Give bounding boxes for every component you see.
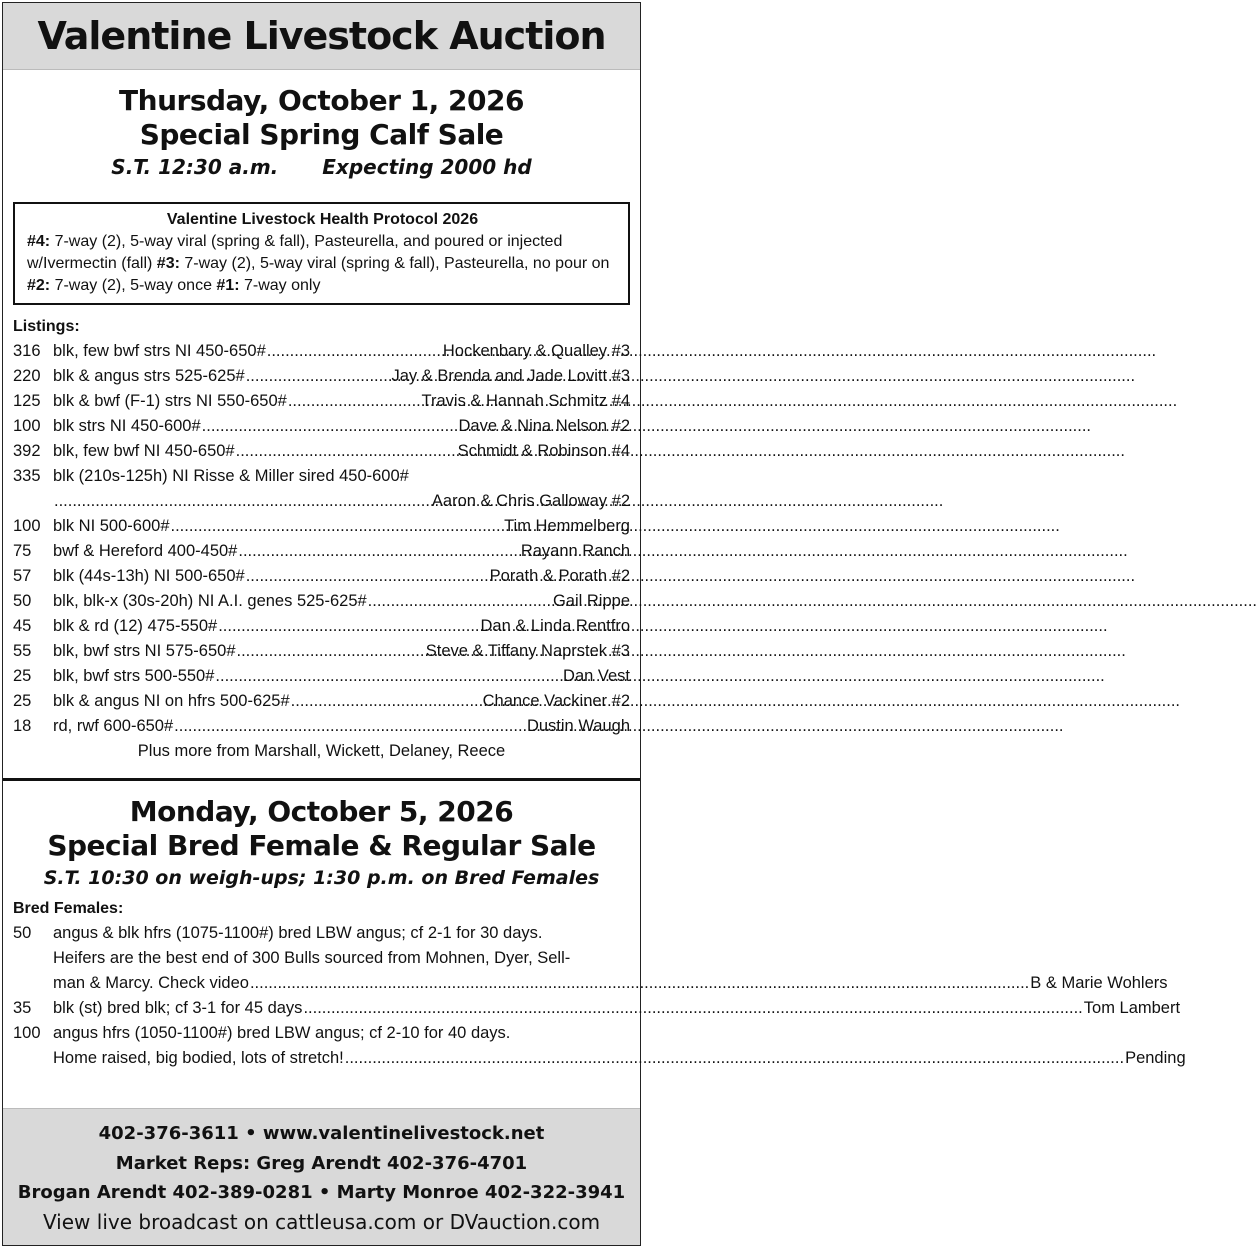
bred-qty: 100	[13, 1024, 41, 1042]
listing-qty: 392	[13, 442, 41, 460]
listing-seller: Gail Rippe	[552, 592, 630, 610]
sale1-start-time: S.T. 12:30 a.m.	[111, 155, 279, 179]
bred-last-line	[53, 971, 1168, 996]
bred-label: Bred Females:	[13, 900, 124, 917]
listing-qty: 45	[13, 617, 32, 635]
listing-desc: blk, bwf strs 500-550#	[53, 667, 215, 685]
leader-dots	[345, 1046, 1124, 1071]
sale2-start-time: S.T. 10:30 on weigh-ups; 1:30 p.m. on Bred Females	[43, 867, 600, 889]
listing-row	[13, 514, 630, 539]
protocol-text-2: 7-way (2), 5-way once	[50, 277, 217, 294]
protocol-tag-1: #1:	[216, 277, 240, 294]
listing-row	[13, 439, 630, 464]
bred-row	[13, 1021, 1186, 1071]
listing-qty: 50	[13, 592, 32, 610]
listing-desc: blk & bwf (F-1) strs NI 550-650#	[53, 392, 287, 410]
bred-last-line	[53, 1046, 1186, 1071]
listing-desc: blk strs NI 450-600#	[53, 417, 201, 435]
auction-title: Valentine Livestock Auction	[3, 3, 640, 70]
listing-qty: 316	[13, 342, 41, 360]
leader-dots	[238, 539, 519, 564]
listing-qty: 125	[13, 392, 41, 410]
listing-desc: blk, bwf strs NI 575-650#	[53, 642, 236, 660]
listing-qty: 55	[13, 642, 32, 660]
listing-seller: Porath & Porath #2	[489, 567, 630, 585]
listing-row	[13, 614, 630, 639]
listing-seller: Travis & Hannah Schmitz #4	[421, 392, 630, 410]
listing-desc: blk NI 500-600#	[53, 517, 170, 535]
leader-dots	[267, 339, 442, 364]
leader-dots	[291, 689, 482, 714]
listing-row	[13, 689, 630, 714]
sale1-name: Special Spring Calf Sale	[139, 118, 504, 151]
protocol-text-4: 7-way (2), 5-way viral (spring & fall), Pasteurella, and poured or injected w/Ivermectin (fall)	[27, 233, 563, 272]
listing-row	[13, 639, 630, 664]
listing-seller: Hockenbary & Qualley #3	[442, 342, 630, 360]
bred-last-text: blk (st) bred blk; cf 3-1 for 45 days	[53, 999, 303, 1017]
bred-last-text: Home raised, big bodied, lots of stretch!	[53, 1049, 344, 1067]
listing-row	[13, 539, 630, 564]
leader-dots	[171, 514, 504, 539]
listing-desc: blk, few bwf strs NI 450-650#	[53, 342, 266, 360]
health-protocol-box	[13, 202, 630, 305]
listing-row	[13, 464, 630, 489]
protocol-text-3: 7-way (2), 5-way viral (spring & fall), Pasteurella, no pour on	[179, 255, 610, 272]
sale1-date: Thursday, October 1, 2026	[119, 84, 524, 117]
bred-seller: Tom Lambert	[1083, 999, 1181, 1017]
bred-text	[53, 996, 1180, 1021]
listing-desc: blk (210s-125h) NI Risse & Miller sired 450-600#	[53, 467, 409, 485]
listings-section	[3, 315, 640, 764]
listing-seller: Tim Hemmelberg	[504, 517, 630, 535]
bred-row	[13, 921, 1168, 996]
leader-dots	[237, 639, 425, 664]
bred-text	[53, 921, 1168, 996]
protocol-tag-3: #3:	[156, 255, 180, 272]
footer-reps-2: Brogan Arendt 402-389-0281 • Marty Monroe 402-322-3941	[17, 1182, 626, 1203]
listing-qty: 220	[13, 367, 41, 385]
listing-desc: rd, rwf 600-650#	[53, 717, 174, 735]
listing-qty: 18	[13, 717, 32, 735]
listing-qty: 25	[13, 692, 32, 710]
footer-broadcast: View live broadcast on cattleusa.com or DVauction.com	[42, 1210, 601, 1234]
listing-seller: Steve & Tiffany Naprstek #3	[425, 642, 630, 660]
listing-row	[13, 339, 630, 364]
more-sellers: Plus more from Marshall, Wickett, Delaney, Reece	[137, 742, 506, 760]
protocol-title: Valentine Livestock Health Protocol 2026	[166, 211, 479, 228]
footer	[3, 1108, 640, 1245]
sale2-date: Monday, October 5, 2026	[129, 795, 514, 828]
leader-dots	[250, 971, 1029, 996]
bred-line: angus hfrs (1050-1100#) bred LBW angus; cf 2-10 for 40 days.	[53, 1024, 511, 1042]
bred-seller: B & Marie Wohlers	[1030, 974, 1168, 992]
listing-seller: Dustin Waugh	[526, 717, 630, 735]
listings-list	[13, 339, 630, 739]
protocol-tag-4: #4:	[27, 233, 51, 250]
bred-seller: Pending	[1125, 1049, 1186, 1067]
bred-qty: 35	[13, 999, 32, 1017]
listing-row	[13, 564, 630, 589]
leader-dots	[174, 714, 526, 739]
listing-row	[13, 664, 630, 689]
listing-desc: bwf & Hereford 400-450#	[53, 542, 238, 560]
listing-desc: blk, blk-x (30s-20h) NI A.I. genes 525-625#	[53, 592, 367, 610]
leader-dots	[303, 996, 1082, 1021]
listing-qty: 25	[13, 667, 32, 685]
listing-qty: 75	[13, 542, 32, 560]
leader-dots	[202, 414, 458, 439]
leader-dots	[236, 439, 457, 464]
listing-seller: Schmidt & Robinson #4	[457, 442, 630, 460]
bred-qty: 50	[13, 924, 32, 942]
listing-desc: blk (44s-13h) NI 500-650#	[53, 567, 245, 585]
bred-last-text: man & Marcy. Check video	[53, 974, 249, 992]
listing-qty: 100	[13, 517, 41, 535]
listing-seller: Dan & Linda Rentfro	[480, 617, 630, 635]
listing-desc: blk & angus NI on hfrs 500-625#	[53, 692, 290, 710]
listing-seller: Jay & Brenda and Jade Lovitt #3	[391, 367, 630, 385]
listing-desc: blk & rd (12) 475-550#	[53, 617, 218, 635]
listing-qty: 57	[13, 567, 32, 585]
listing-qty: 335	[13, 467, 41, 485]
leader-dots	[368, 589, 552, 614]
bred-list	[13, 921, 1186, 1071]
leader-dots	[218, 614, 479, 639]
protocol-text	[27, 231, 618, 297]
listing-seller: Dave & Nina Nelson #2	[458, 417, 630, 435]
leader-dots	[288, 389, 421, 414]
protocol-text-1: 7-way only	[239, 277, 321, 294]
sale1-times	[3, 152, 640, 182]
listing-seller: Rayann Ranch	[520, 542, 630, 560]
sale1-expecting: Expecting 2000 hd	[322, 155, 532, 179]
listing-row	[13, 589, 630, 614]
footer-phone-web: 402-376-3611 • www.valentinelivestock.net	[98, 1123, 545, 1144]
listing-seller: Chance Vackiner #2	[482, 692, 630, 710]
sale2-name: Special Bred Female & Regular Sale	[47, 829, 596, 862]
listing-row	[13, 714, 630, 739]
listing-row	[13, 414, 630, 439]
listing-seller: Dan Vest	[563, 667, 630, 685]
listing-row	[13, 389, 630, 414]
bred-last-line	[53, 996, 1180, 1021]
listing-seller: Aaron & Chris Galloway #2	[431, 492, 630, 510]
leader-dots	[215, 664, 562, 689]
listing-desc: blk, few bwf NI 450-650#	[53, 442, 235, 460]
listing-row	[13, 489, 630, 514]
leader-dots	[246, 564, 489, 589]
listings-label: Listings:	[13, 318, 80, 335]
listing-desc: blk & angus strs 525-625#	[53, 367, 245, 385]
bred-row	[13, 996, 1181, 1021]
protocol-tag-2: #2:	[27, 277, 51, 294]
footer-reps-1: Market Reps: Greg Arendt 402-376-4701	[115, 1153, 528, 1174]
bred-section	[3, 897, 1186, 1071]
bred-line: angus & blk hfrs (1075-1100#) bred LBW angus; cf 2-1 for 30 days.	[53, 924, 543, 942]
listing-row	[13, 364, 630, 389]
leader-dots	[54, 489, 431, 514]
bred-line: Heifers are the best end of 300 Bulls sourced from Mohnen, Dyer, Sell-	[53, 949, 571, 967]
leader-dots	[246, 364, 391, 389]
bred-text	[53, 1021, 1186, 1071]
ad-frame	[2, 2, 1186, 1246]
listing-qty: 100	[13, 417, 41, 435]
